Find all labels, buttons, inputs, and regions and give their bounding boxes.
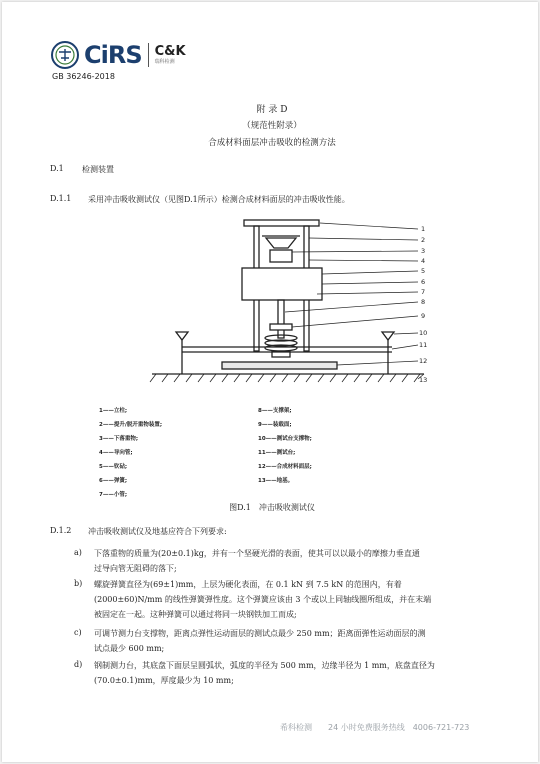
appendix-subtitle: 合成材料面层冲击吸收的检测方法 xyxy=(208,138,336,148)
item-b-line-3: 被固定在一起。这种弹簧可以通过将同一块钢铁加工而成; xyxy=(94,610,297,619)
legend-item-12: 12——合成材料面层; xyxy=(258,464,312,470)
callout-2: 2 xyxy=(421,236,426,244)
item-d-line-2: (70.0±0.1)mm，厚度最少为 10 mm; xyxy=(94,676,234,685)
item-c-label: c) xyxy=(74,628,82,637)
logo-divider xyxy=(148,43,149,67)
legend-item-6: 6——弹簧; xyxy=(99,478,128,484)
callout-1: 1 xyxy=(421,225,426,233)
section-d12-number: D.1.2 xyxy=(50,526,72,535)
appendix-title: 附 录 D xyxy=(256,105,288,115)
callout-4: 4 xyxy=(421,257,426,265)
item-a-label: a) xyxy=(74,548,82,557)
document-page xyxy=(2,2,538,762)
item-a-line-1: 下落重物的质量为(20±0.1)kg，并有一个坚硬光滑的表面，使其可以以最小的摩擦力垂直通 xyxy=(94,549,420,558)
legend-item-8: 8——支撑架; xyxy=(258,408,292,414)
callout-5: 5 xyxy=(421,267,426,275)
item-c-line-2: 试点最少 600 mm; xyxy=(94,644,165,653)
section-d11-text: 采用冲击吸收测试仪（见图D.1所示）检测合成材料面层的冲击吸收性能。 xyxy=(88,195,350,204)
legend-item-13: 13——地基。 xyxy=(258,478,294,484)
callout-12: 12 xyxy=(419,357,428,365)
callout-3: 3 xyxy=(421,247,426,255)
legend-item-5: 5——钦砧; xyxy=(99,464,128,470)
appendix-note: （规范性附录） xyxy=(242,121,302,131)
legend-item-2: 2——提升/脱开重物装置; xyxy=(99,422,163,428)
header-logo xyxy=(50,40,186,70)
callout-6: 6 xyxy=(421,278,426,286)
callout-8: 8 xyxy=(421,298,426,306)
partner-subname: 瑞科检测 xyxy=(154,58,175,65)
legend-item-11: 11——测试台; xyxy=(258,450,296,456)
section-d1-number: D.1 xyxy=(50,164,64,173)
brand-name: CiRS xyxy=(84,41,142,69)
standard-number: GB 36246-2018 xyxy=(52,72,115,81)
item-d-label: d) xyxy=(74,660,83,669)
section-d11-number: D.1.1 xyxy=(50,194,72,203)
legend-item-10: 10——测试台支撑物; xyxy=(258,436,312,442)
footer-hotline: 希科检测 24 小时免费服务热线 4006-721-723 xyxy=(280,723,470,732)
legend-item-9: 9——装载面; xyxy=(258,422,292,428)
legend-item-7: 7——小管; xyxy=(99,492,128,498)
impact-tester-diagram xyxy=(142,212,442,397)
item-b-line-1: 螺旋弹簧直径为(69±1)mm，上层为硬化表面，在 0.1 kN 到 7.5 kN 的范围内，有着 xyxy=(94,580,402,589)
figure-caption: 图D.1 冲击吸收测试仪 xyxy=(229,503,315,512)
legend-item-1: 1——立柱; xyxy=(99,408,128,414)
item-b-line-2: (2000±60)N/mm 的线性弹簧弹性度。这个弹簧应该由 3 个或以上同轴线圈所组成，并在末端 xyxy=(94,595,432,604)
section-d1-title: 检测装置 xyxy=(82,165,114,174)
callout-13: 13 xyxy=(419,376,428,384)
legend-item-4: 4——导向管; xyxy=(99,450,133,456)
section-d12-text: 冲击吸收测试仪及地基应符合下列要求: xyxy=(88,527,227,536)
item-b-label: b) xyxy=(74,579,83,588)
callout-9: 9 xyxy=(421,312,426,320)
legend-item-3: 3——下落重物; xyxy=(99,436,139,442)
callout-10: 10 xyxy=(419,329,428,337)
item-a-line-2: 过导向管无阻碍的落下; xyxy=(94,564,177,573)
partner-logo xyxy=(155,45,186,66)
callout-7: 7 xyxy=(421,288,426,296)
item-d-line-1: 钢制测力台，其底盘下面层呈圆弧状，弧度的半径为 500 mm，边缘半径为 1 mm，底盘直径为 xyxy=(94,661,435,670)
callout-11: 11 xyxy=(419,341,428,349)
partner-name: C&K xyxy=(154,43,186,59)
cirs-seal-icon xyxy=(50,40,80,70)
item-c-line-1: 可调节测力台支撑物，距离点弹性运动面层的测试点最少 250 mm；距离面弹性运动面层的测 xyxy=(94,629,426,638)
